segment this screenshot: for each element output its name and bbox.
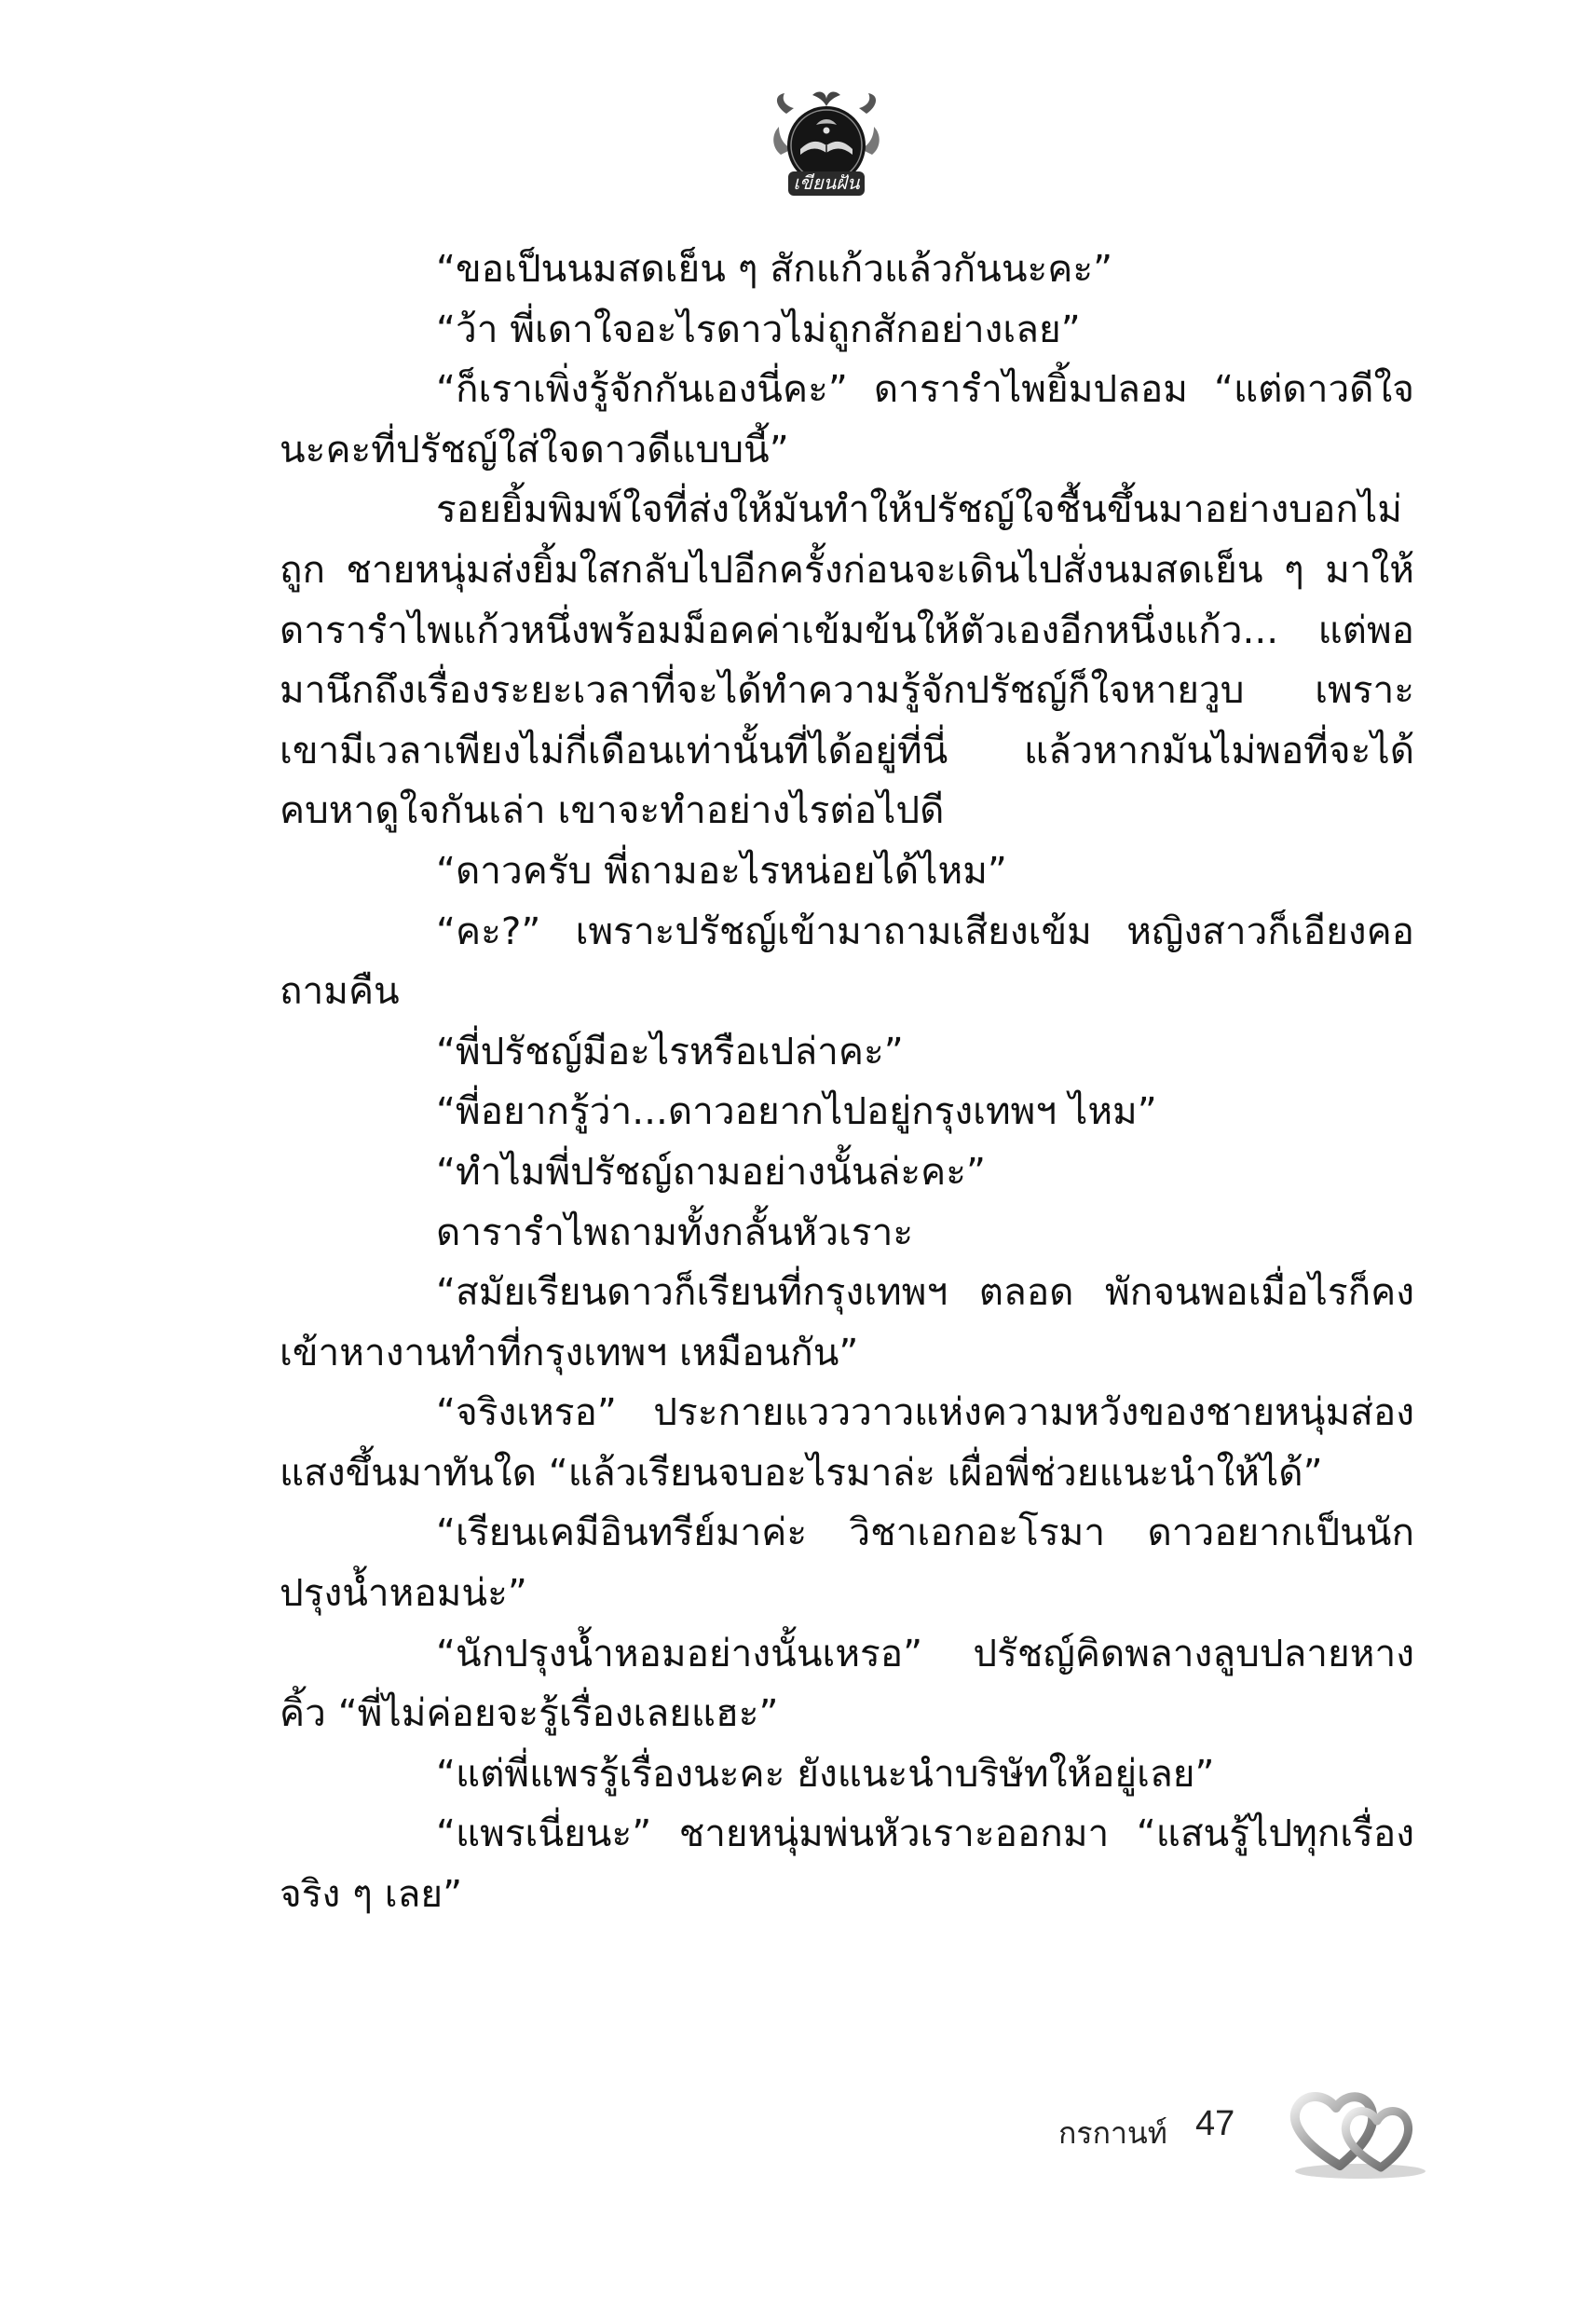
logo-text: เขียนฝัน — [793, 171, 860, 194]
paragraph: “นักปรุงน้ำหอมอย่างนั้นเหรอ” ปรัชญ์คิดพลางลูบปลายหางคิ้ว “พี่ไม่ค่อยจะรู้เรื่องเลยแฮะ” — [280, 1630, 1414, 1736]
story-body — [280, 239, 1414, 1924]
paragraph: ดารารำไพถามทั้งกลั้นหัวเราะ — [436, 1209, 914, 1254]
paragraph: “พี่อยากรู้ว่า...ดาวอยากไปอยู่กรุงเทพฯ ไหม” — [436, 1088, 1157, 1134]
paragraph: “ว้า พี่เดาใจอะไรดาวไม่ถูกสักอย่างเลย” — [436, 306, 1081, 351]
paragraph: “ดาวครับ พี่ถามอะไรหน่อยได้ไหม” — [436, 847, 1007, 893]
two-hearts-icon — [1284, 2082, 1435, 2182]
footer-book-title: กรกานท์ — [1058, 2115, 1167, 2151]
paragraph: “พี่ปรัชญ์มีอะไรหรือเปล่าคะ” — [436, 1028, 904, 1073]
page-number: 47 — [1195, 2104, 1235, 2143]
paragraph: “ก็เราเพิ่งรู้จักกันเองนี่คะ” ดารารำไพยิ้มปลอม “แต่ดาวดีใจนะคะที่ปรัชญ์ใส่ใจดาวดีแบบนี้” — [280, 366, 1414, 472]
paragraph: “เรียนเคมีอินทรีย์มาค่ะ วิชาเอกอะโรมา ดาวอยากเป็นนักปรุงน้ำหอมน่ะ” — [280, 1510, 1414, 1616]
paragraph: รอยยิ้มพิมพ์ใจที่ส่งให้มันทำให้ปรัชญ์ใจชื้นขึ้นมาอย่างบอกไม่ถูก ชายหนุ่มส่งยิ้มใสกลับไปอีกครั้งก่อนจะเดินไปสั่งนมสดเย็น ๆ มาให้ดารารำไพแก้วหนึ่งพร้อมม็อคค่าเข้มข้นให้ตัวเองอีกหนึ่งแก้ว... แต่พอมานึกถึงเรื่องระยะเวลาที่จะได้ทำความรู้จักปรัชญ์ก็ใจหายวูบ เพราะเขามีเวลาเพียงไม่กี่เดือนเท่านั้นที่ได้อยู่ที่นี่ แล้วหากมันไม่พอที่จะได้คบหาดูใจกันเล่า เขาจะทำอย่างไรต่อไปดี — [280, 486, 1414, 833]
paragraph: “สมัยเรียนดาวก็เรียนที่กรุงเทพฯ ตลอด พักจนพอเมื่อไรก็คงเข้าหางานทำที่กรุงเทพฯ เหมือนกัน” — [280, 1269, 1414, 1374]
paragraph: “แพรเนี่ยนะ” ชายหนุ่มพ่นหัวเราะออกมา “แสนรู้ไปทุกเรื่องจริง ๆ เลย” — [280, 1811, 1414, 1917]
paragraph: “แต่พี่แพรรู้เรื่องนะคะ ยังแนะนำบริษัทให้อยู่เลย” — [436, 1750, 1215, 1796]
paragraph: “คะ?” เพราะปรัชญ์เข้ามาถามเสียงเข้ม หญิงสาวก็เอียงคอถามคืน — [280, 908, 1414, 1014]
ornate-book-emblem-icon — [770, 89, 883, 199]
paragraph: “ทำไมพี่ปรัชญ์ถามอย่างนั้นล่ะคะ” — [436, 1148, 986, 1194]
paragraph: “ขอเป็นนมสดเย็น ๆ สักแก้วแล้วกันนะคะ” — [436, 246, 1113, 291]
paragraph: “จริงเหรอ” ประกายแวววาวแห่งความหวังของชายหนุ่มส่องแสงขึ้นมาทันใด “แล้วเรียนจบอะไรมาล่ะ เผื่อพี่ช่วยแนะนำให้ได้” — [280, 1389, 1414, 1495]
